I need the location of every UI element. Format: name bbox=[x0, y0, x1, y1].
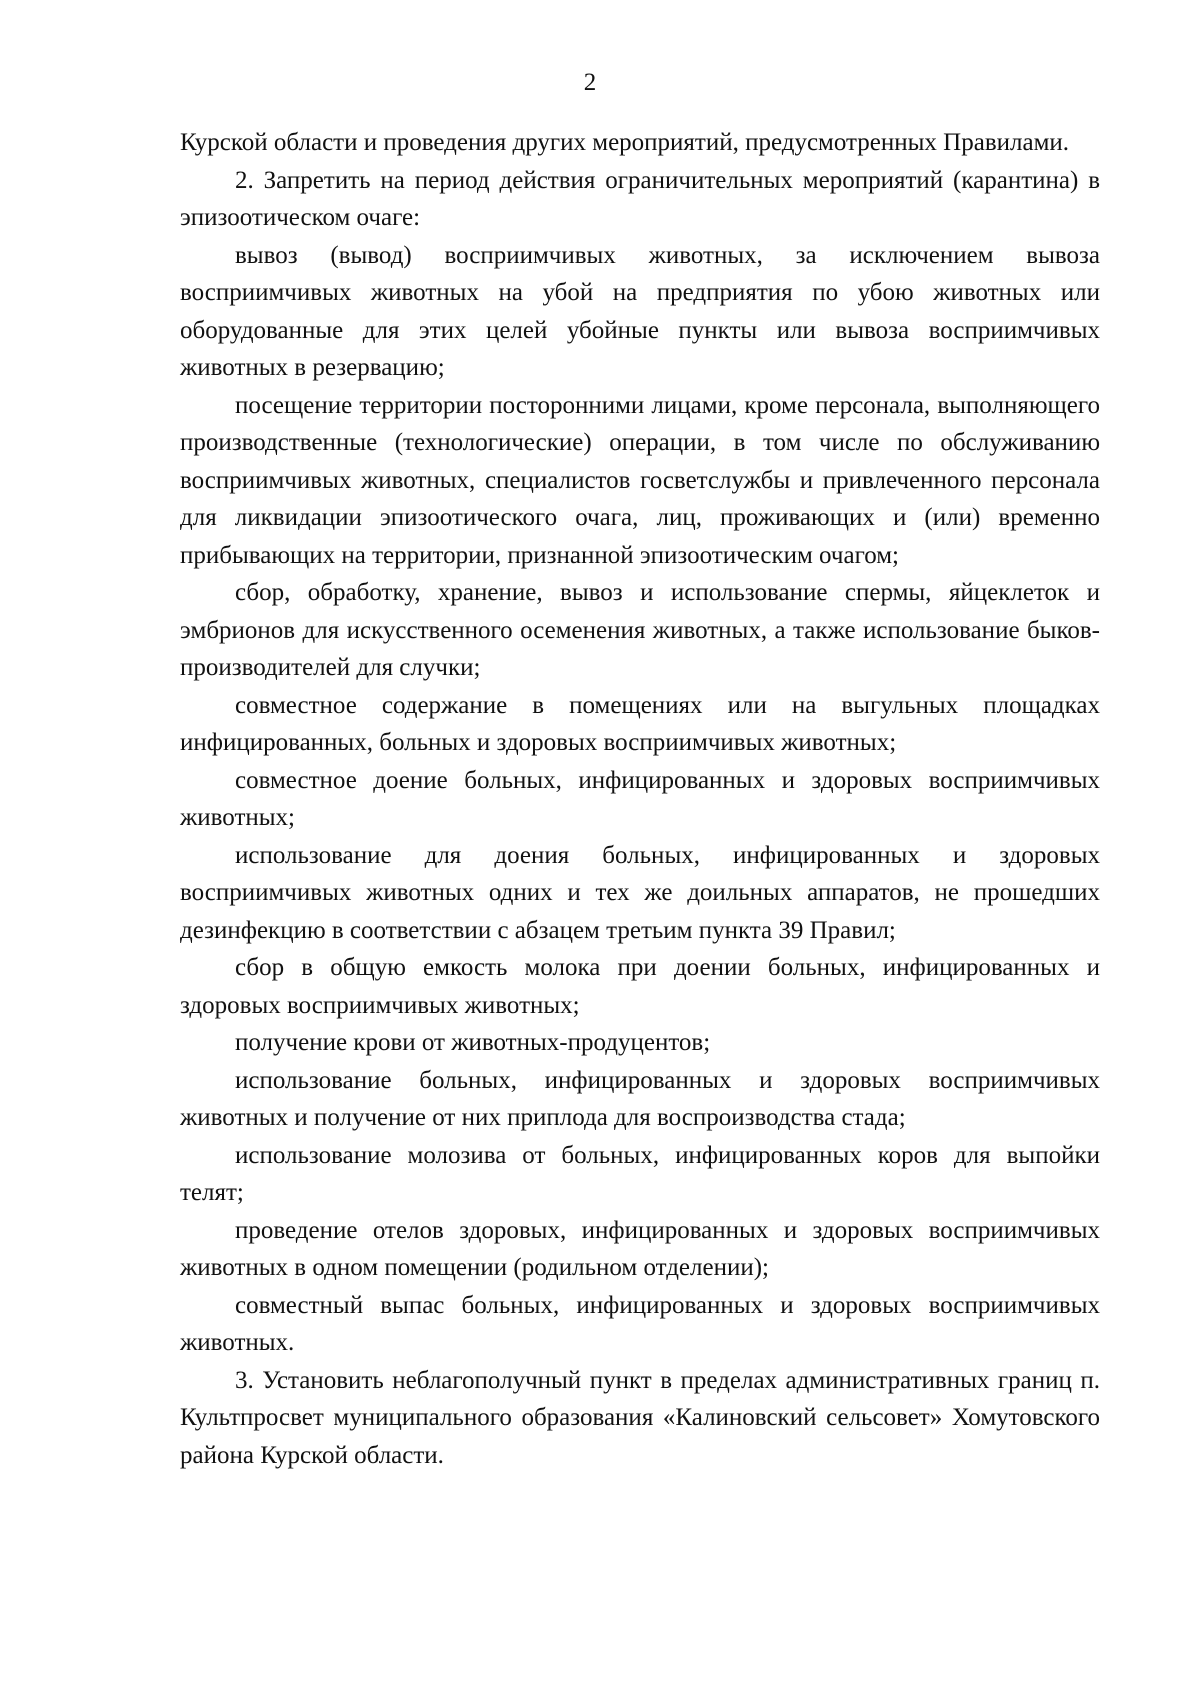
paragraph-joint-grazing: совместный выпас больных, инфицированных и здоровых восприимчивых животных. bbox=[180, 1291, 1100, 1356]
paragraph-item-2: 2. Запретить на период действия ограничительных мероприятий (карантина) в эпизоотическом очаге: bbox=[180, 166, 1100, 231]
paragraph-removal-animals: вывоз (вывод) восприимчивых животных, за исключением вывоза восприимчивых животных на убой на предприятия по убою животных или оборудованные для этих целей убойные пункты или вывоза восприимчивых животных в резервацию; bbox=[180, 241, 1100, 381]
paragraph-territory-visits: посещение территории посторонними лицами, кроме персонала, выполняющего производственные (технологические) операции, в том числе по обслуживанию восприимчивых животных, специалистов госветслужбы и привлеченного персонала для ликвидации эпизоотического очага, лиц, проживающих и (или) временно прибывающих на территории, признанной эпизоотическим очагом; bbox=[180, 391, 1100, 569]
paragraph-item-3: 3. Установить неблагополучный пункт в пределах административных границ п. Культпросвет муниципального образования «Калиновский сельсовет» Хомутовского района Курской области. bbox=[180, 1366, 1100, 1469]
paragraph-reproduction: использование больных, инфицированных и здоровых восприимчивых животных и получение от них приплода для воспроизводства стада; bbox=[180, 1066, 1100, 1131]
page-number: 2 bbox=[583, 69, 597, 96]
paragraph-milk-collection: сбор в общую емкость молока при доении больных, инфицированных и здоровых восприимчивых животных; bbox=[180, 954, 1100, 1019]
paragraph-calving: проведение отелов здоровых, инфицированных и здоровых восприимчивых животных в одном помещении (родильном отделении); bbox=[180, 1216, 1100, 1281]
paragraph-continuation: Курской области и проведения других мероприятий, предусмотренных Правилами. bbox=[180, 129, 1070, 156]
paragraph-colostrum: использование молозива от больных, инфицированных коров для выпойки телят; bbox=[180, 1141, 1100, 1206]
paragraph-blood-collection: получение крови от животных-продуцентов; bbox=[235, 1029, 711, 1056]
paragraph-joint-keeping: совместное содержание в помещениях или на выгульных площадках инфицированных, больных и здоровых восприимчивых животных; bbox=[180, 691, 1100, 756]
paragraph-joint-milking: совместное доение больных, инфицированных и здоровых восприимчивых животных; bbox=[180, 766, 1100, 831]
paragraph-sperm-collection: сбор, обработку, хранение, вывоз и использование спермы, яйцеклеток и эмбрионов для искусственного осеменения животных, а также использование быков-производителей для случки; bbox=[180, 579, 1100, 681]
paragraph-milking-devices: использование для доения больных, инфицированных и здоровых восприимчивых животных одних и тех же доильных аппаратов, не прошедших дезинфекцию в соответствии с абзацем третьим пункта 39 Правил; bbox=[180, 841, 1100, 944]
document-body bbox=[180, 124, 1100, 1474]
